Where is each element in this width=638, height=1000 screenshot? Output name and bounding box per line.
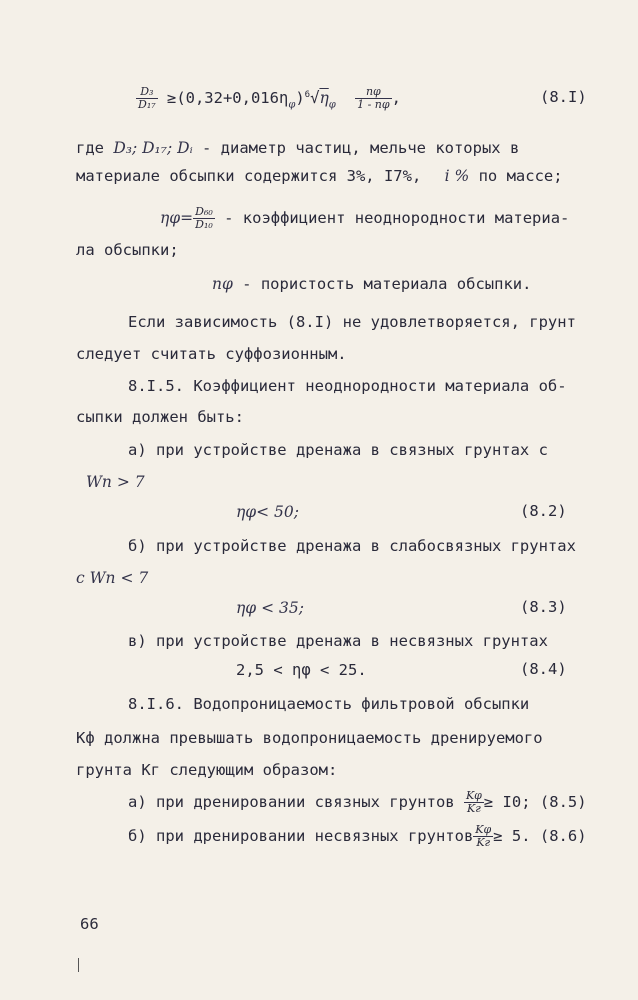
eq81-lhs-num: D₃ — [136, 86, 158, 99]
eq81-root-sub: φ — [328, 99, 336, 111]
eq81-lhs-fraction — [136, 86, 158, 111]
eq81-lhs-den: D₁₇ — [138, 98, 156, 112]
item-a2-number: (8.5) — [539, 793, 587, 811]
item-a2-text: а) при дренировании связных грунтов — [128, 793, 455, 811]
s816-line3-text: следующим образом: — [160, 761, 338, 779]
item-a-line-1: а) при устройстве дренажа в связных грунтах с — [128, 441, 548, 459]
item-b2-rel: ≥ 5. — [493, 827, 531, 845]
item-a2-num: Kφ — [465, 789, 482, 802]
s816-line3-prefix: грунта — [76, 761, 132, 779]
where-line2-rest: по массе; — [469, 167, 563, 185]
margin-mark — [78, 958, 79, 972]
n-def-sym: nφ — [212, 275, 233, 293]
eta-definition — [160, 206, 569, 231]
item-a2 — [128, 790, 587, 815]
eq83-number: (8.3) — [520, 598, 567, 616]
item-v-line-1: в) при устройстве дренажа в несвязных грунтах — [128, 632, 548, 650]
s816-sym-kg: Kг — [141, 761, 161, 779]
n-def-text: - пористость материала обсыпки. — [232, 275, 532, 293]
porosity-definition — [212, 274, 531, 294]
item-b-condition: с Wn < 7 — [76, 569, 149, 587]
where-line2-text: материале обсыпки содержится 3%, I7%, — [76, 167, 422, 185]
paragraph-1-line-1: Если зависимость (8.I) не удовлетворяется, грунт — [128, 313, 576, 331]
item-b-line-1: б) при устройстве дренажа в слабосвязных грунтах — [128, 537, 576, 555]
item-b2-number: (8.6) — [539, 827, 587, 845]
eq81-porosity-fraction — [355, 86, 392, 111]
item-a2-fraction — [464, 790, 484, 815]
page-number: 66 — [80, 915, 99, 933]
eq81-frac2-num: nφ — [355, 86, 392, 99]
equation-8-2 — [236, 502, 299, 522]
eq81-frac2-den: 1 - nφ — [357, 98, 390, 112]
eq81-comma: , — [391, 89, 401, 108]
item-b2 — [128, 824, 587, 849]
eta-def-fraction — [193, 206, 215, 231]
eq82-number: (8.2) — [520, 502, 567, 520]
where-symbols: D₃; D₁₇; Dᵢ — [113, 139, 193, 157]
s816-sym-kf: Kф — [76, 729, 95, 747]
eq81-number: (8.I) — [540, 88, 587, 106]
equation-8-3 — [236, 598, 304, 618]
where-line2-sym: i % — [444, 167, 470, 185]
section-816-line-2 — [76, 728, 543, 748]
where-prefix: где — [76, 139, 104, 157]
eq81-root-index: 6 — [304, 90, 311, 100]
eq82-expr: ηφ< 50; — [236, 503, 299, 521]
item-b2-num: Kφ — [475, 823, 492, 836]
equation-8-4 — [236, 660, 367, 680]
eta-def-num: D₆₀ — [195, 205, 213, 218]
where-line-2 — [76, 166, 563, 186]
item-a2-rel: ≥ I0; — [483, 793, 531, 811]
eq84-expr: 2,5 < ηφ < 25. — [236, 661, 367, 679]
eq81-root-body: η — [319, 89, 329, 108]
item-b2-den: Kг — [476, 836, 491, 849]
item-a-condition: Wn > 7 — [86, 473, 145, 491]
paragraph-1-line-2: следует считать суффозионным. — [76, 345, 347, 363]
eq81-expr: ≥(0,32+0,016η — [166, 89, 289, 108]
eta-def-lhs: ηφ= — [160, 209, 194, 227]
eta-definition-line-2: ла обсыпки; — [76, 241, 179, 259]
item-a2-den: Kг — [467, 802, 481, 815]
s816-line2-text: должна превышать водопроницаемость дренируемого — [94, 729, 543, 747]
item-b2-fraction — [473, 824, 493, 849]
eq83-expr: ηφ < 35; — [236, 599, 304, 617]
eq84-number: (8.4) — [520, 660, 567, 678]
section-816-line-1: 8.I.6. Водопроницаемость фильтровой обсыпки — [128, 695, 530, 713]
item-b2-text: б) при дренировании несвязных грунтов — [128, 827, 474, 845]
section-815-line-2: сыпки должен быть: — [76, 408, 244, 426]
eta-def-den: D₁₀ — [195, 218, 213, 231]
eta-def-text: - коэффициент неоднородности материа- — [214, 209, 570, 227]
section-816-line-3 — [76, 760, 337, 780]
eq81-expr-sub: φ — [288, 99, 296, 111]
section-815-line-1: 8.I.5. Коэффициент неоднородности материала об- — [128, 377, 567, 395]
where-line1-rest: - диаметр частиц, мельче которых в — [192, 139, 520, 157]
equation-8-1: $\frac{\text{D₃}}{\text{D₁₇}}$ $\ge(0,32+0,016\eta_\varphi)^6√\eta_\varphi$ $\frac{n\varphi}{1 - n\varphi}$ , — [138, 85, 401, 112]
where-line-1 — [76, 138, 519, 158]
